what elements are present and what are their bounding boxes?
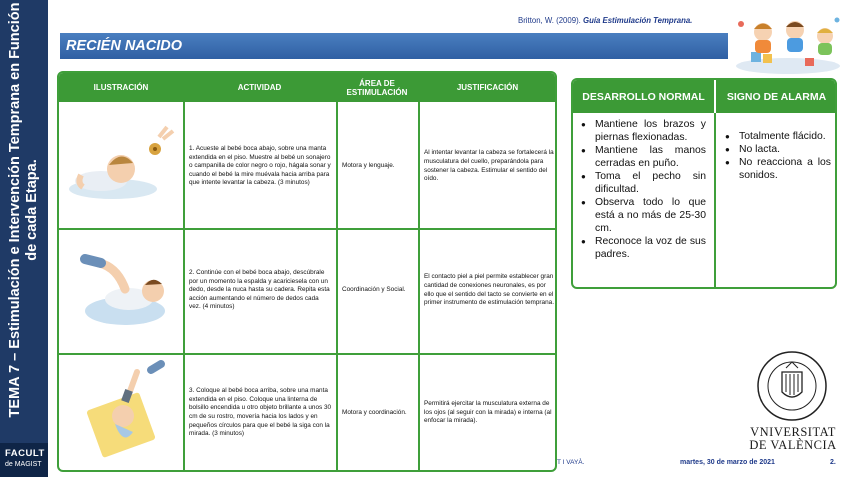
development-table-header: [573, 80, 835, 113]
header-actividad: ACTIVIDAD: [237, 83, 282, 92]
development-table: [571, 78, 837, 289]
header-divider: [714, 80, 716, 113]
row-2-actividad: 2. Continúe con el bebé boca abajo, descúbrale por un momento la espalda y acariciesela con un dedo, desde la nuca hasta su cadera. Repita esta acción aumentando el número de dedos cada vez. (4 minutos): [189, 269, 330, 311]
footer-text: T I VAYÀ.: [557, 459, 585, 466]
alarma-item: ● No reacciona a los sonidos.: [725, 156, 831, 182]
row-1-justificacion: Al intentar levantar la cabeza se fortalecerá la musculatura del cuello, preparándola para sostener la cabeza. Estimular el sentido del oído.: [424, 149, 554, 183]
normal-item: ● Reconoce la voz de sus padres.: [581, 235, 706, 261]
faculty-sublabel: de MAGIST: [5, 461, 42, 468]
normal-item: ● Observa todo lo que está a no más de 25-30 cm.: [581, 196, 706, 235]
alarma-list: [725, 130, 831, 182]
alarma-item: ● Totalmente flácido.: [725, 130, 831, 143]
activities-table-header: [59, 73, 555, 102]
baby-back-caress-illustration: [63, 233, 179, 348]
header-justificacion: JUSTIFICACIÓN: [456, 83, 519, 92]
sidebar-title: TEMA 7 – Estimulación e Intervención Temprana en Función de cada Etapa.: [7, 2, 40, 418]
faculty-label: FACULT: [5, 448, 45, 459]
children-playing-illustration: [733, 14, 843, 76]
header-ilustracion: ILUSTRACIÓN: [93, 83, 149, 92]
header-signo-alarma: SIGNO DE ALARMA: [726, 90, 827, 103]
page-number: 2.: [830, 459, 836, 466]
citation: Britton, W. (2009). Guía Estimulación Temprana.: [518, 16, 693, 25]
row-1-area: Motora y lenguaje.: [342, 162, 395, 170]
header-desarrollo-normal: DESARROLLO NORMAL: [582, 90, 705, 103]
row-3-actividad: 3. Coloque al bebé boca arriba, sobre una manta extendida en el piso. Coloque una linterna de bolsillo encendida u otro objeto brillante a unos 30 cm de su rostro, movería hacia los lados y en pequeños círculos para que el bebé la siga con la mirada. (3 minutos): [189, 387, 332, 438]
normal-item: ● Mantiene los brazos y piernas flexionadas.: [581, 118, 706, 144]
activities-table: [57, 71, 557, 472]
alarma-item: ● No lacta.: [725, 143, 831, 156]
university-name: VNIVERSITAT DE VALÈNCIA: [749, 425, 837, 452]
university-seal-logo: [756, 350, 828, 422]
footer-date: martes, 30 de marzo de 2021: [680, 459, 775, 466]
baby-flashlight-illustration: [63, 358, 179, 468]
row-2-justificacion: El contacto piel a piel permite establecer gran cantidad de conexiones neuronales, es por ello que el sentido del tacto se convierte en el primer instrumento de estimulación temprana.: [424, 273, 555, 307]
normal-item: ● Toma el pecho sin dificultad.: [581, 170, 706, 196]
section-title-bar: [60, 33, 728, 59]
row-1-actividad: 1. Acueste al bebé boca abajo, sobre una manta extendida en el piso. Muestre al bebé un sonajero o campanilla de color negro o rojo, hágala sonar y cuando el bebé la mire muévala hacia arriba para que intente levantar la cabeza. (3 minutos): [189, 145, 331, 187]
baby-tummy-rattle-illustration: [63, 109, 179, 224]
row-2-area: Coordinación y Social.: [342, 286, 406, 294]
header-area: ÁREA DE ESTIMULACIÓN: [346, 78, 408, 97]
normal-list: [581, 118, 706, 261]
row-3-justificacion: Permitirá ejercitar la musculatura externa de los ojos (al seguir con la mirada) e interna (al enfocar la mirada).: [424, 400, 552, 425]
normal-item: ● Mantiene las manos cerradas en puño.: [581, 144, 706, 170]
section-title: RECIÉN NACIDO: [66, 38, 183, 54]
row-3-area: Motora y coordinación.: [342, 408, 407, 416]
